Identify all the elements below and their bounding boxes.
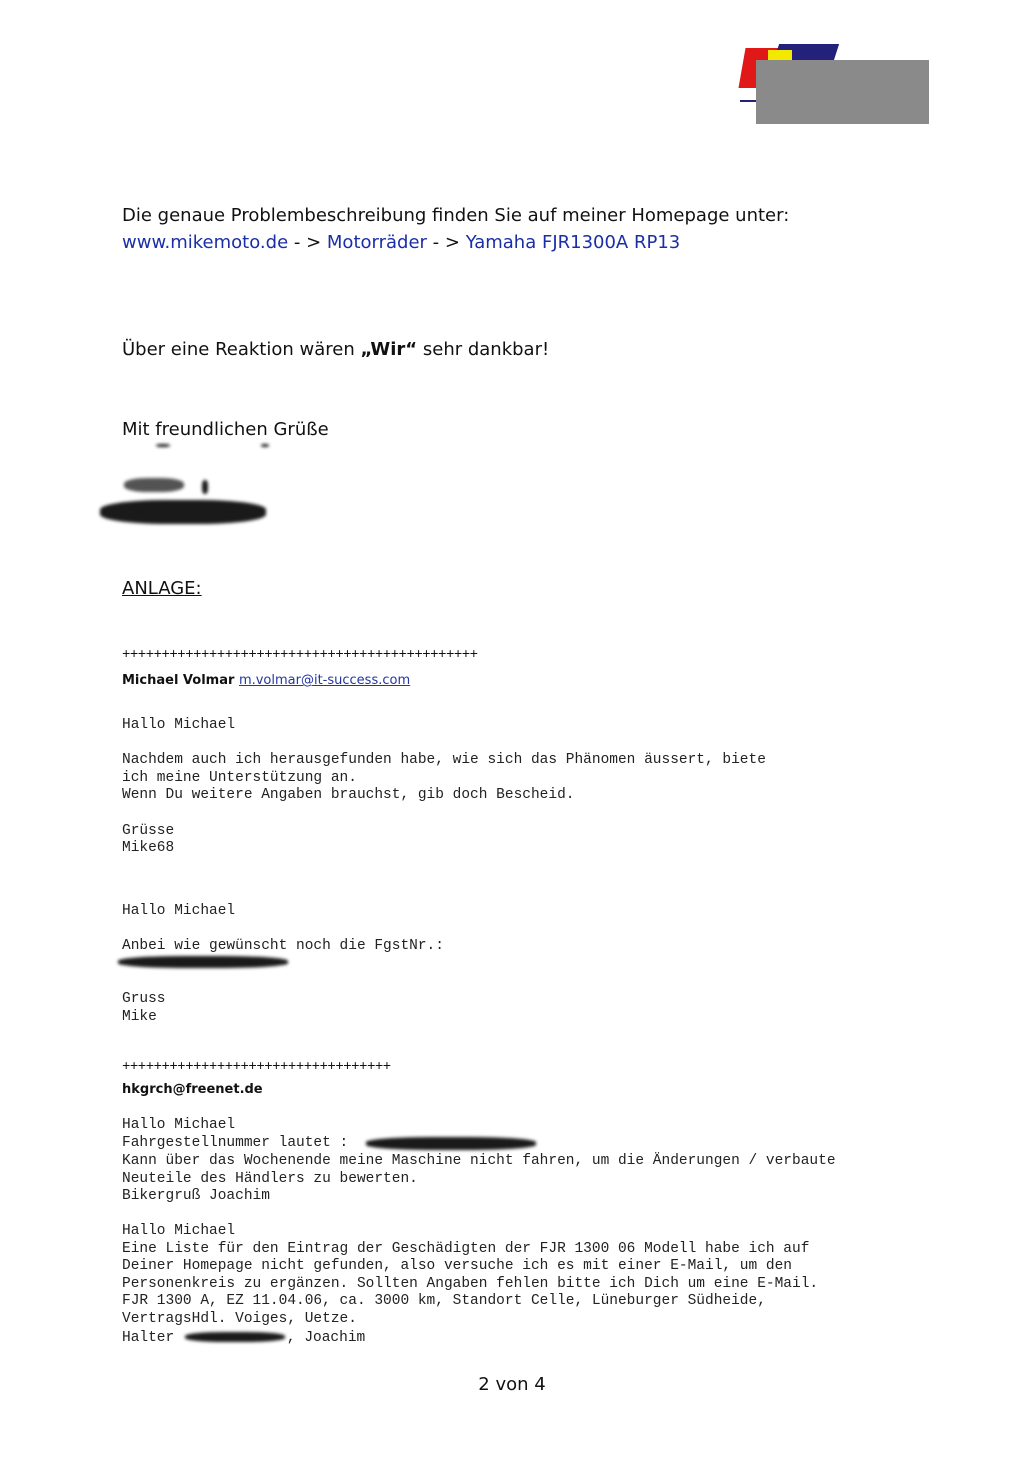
homepage-link[interactable]: www.mikemoto.de [122, 232, 289, 253]
redacted-fgst-number [366, 1134, 538, 1152]
halter-label: Halter [122, 1330, 183, 1346]
homepage-path [122, 230, 680, 256]
logo-redaction-box [756, 60, 929, 124]
entry2-message-2: Hallo Michael Eine Liste für den Eintrag der Geschädigten der FJR 1300 06 Modell habe ich auf Deiner Homepage nicht gefunden, also versuche ich es mit einer E-Mail, um den Personenkreis zu ergänzen. Sollten Angaben fehlen bitte ich Dich um eine E-Mail. FJR 1300 A, EZ 11.04.06, ca. 3000 km, Standort Celle, Lüneburger Südheide, VertragsHdl. Voiges, Uetze. [122, 1223, 819, 1327]
entry1-message-2-sign: Gruss Mike [122, 991, 166, 1025]
request-text: Über eine Reaktion wären [122, 339, 361, 360]
entry-separator: ++++++++++++++++++++++++++++++++++ [122, 1059, 391, 1075]
halter-first-name: , Joachim [286, 1330, 366, 1346]
page-number: 2 von 4 [478, 1374, 546, 1395]
redacted-fgst-number [118, 954, 290, 970]
path-separator: - > [288, 232, 327, 253]
redacted-name [183, 1329, 287, 1341]
entry2-sender-email: hkgrch@freenet.de [122, 1082, 263, 1097]
entry2-halter-line [122, 1329, 365, 1348]
redacted-signature [96, 440, 276, 530]
entry2-fgst-line: Fahrgestellnummer lautet : [122, 1135, 357, 1151]
entry-separator: +++++++++++++++++++++++++++++++++++++++++++++ [122, 647, 478, 663]
entry1-sender [122, 673, 410, 688]
closing-line: Mit freundlichen Grüße [122, 419, 329, 440]
request-bold-word: „Wir“ [360, 339, 418, 360]
request-text-end: sehr dankbar! [417, 339, 550, 360]
anlage-heading: ANLAGE: [122, 578, 202, 599]
entry2-message-1: Kann über das Wochenende meine Maschine nicht fahren, um die Änderungen / verbaute Neuteile des Händlers zu bewerten. Bikergruß Joachim [122, 1153, 836, 1205]
request-line [122, 337, 549, 363]
entry2-message-1-greeting: Hallo Michael [122, 1117, 236, 1133]
intro-line: Die genaue Problembeschreibung finden Sie auf meiner Homepage unter: [122, 205, 790, 226]
path-separator: - > [426, 232, 466, 253]
sender-name: Michael Volmar [122, 673, 235, 688]
company-logo [738, 40, 930, 126]
sender-email-link[interactable]: m.volmar@it-success.com [238, 673, 411, 688]
yamaha-link[interactable]: Yamaha FJR1300A RP13 [465, 232, 681, 253]
entry1-message-1: Hallo Michael Nachdem auch ich herausgefunden habe, wie sich das Phänomen äussert, biete ich meine Unterstützung an. Wenn Du weitere Angaben brauchst, gib doch Bescheid. Grüsse Mike68 [122, 717, 766, 857]
motorraeder-link[interactable]: Motorräder [326, 232, 427, 253]
entry1-message-2: Hallo Michael Anbei wie gewünscht noch die FgstNr.: [122, 903, 444, 955]
